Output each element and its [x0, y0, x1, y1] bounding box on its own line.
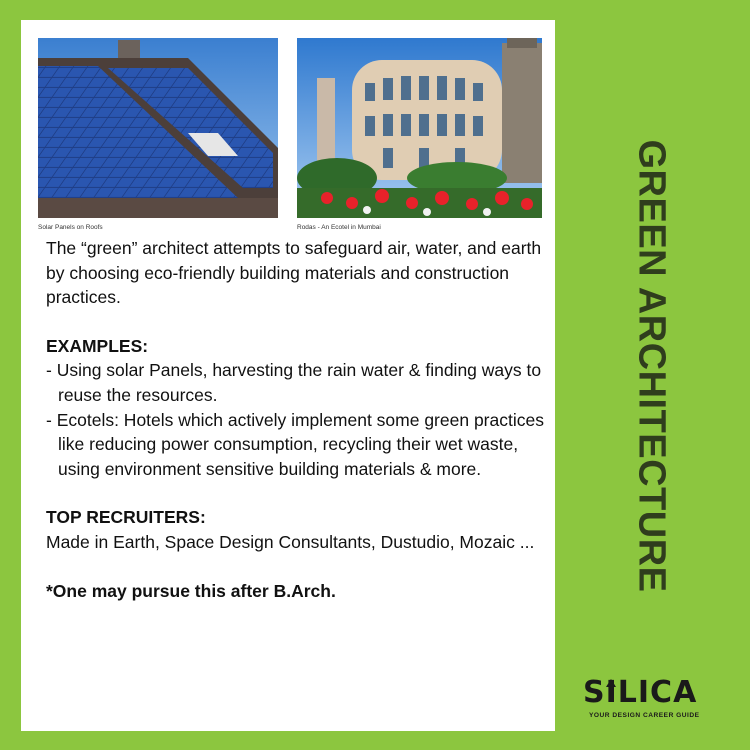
recruiters-list: Made in Earth, Space Design Consultants, Dustudio, Mozaic ...: [46, 531, 535, 552]
solar-panels-image: [38, 38, 278, 218]
recruiters-heading: TOP RECRUITERS:: [46, 507, 206, 528]
solar-panels-caption: Solar Panels on Roofs: [38, 224, 103, 231]
examples-heading: EXAMPLES:: [46, 335, 149, 356]
silica-logo: [583, 675, 709, 722]
page-title: GREEN ARCHITECTURE: [630, 139, 673, 593]
content-card: [21, 20, 555, 731]
logo-tagline: YOUR DESIGN CAREER GUIDE: [589, 712, 700, 719]
ecotel-caption: Rodas - An Ecotel in Mumbai: [297, 224, 381, 231]
solar-panels-photo: [38, 38, 278, 218]
logo-wordmark: SILICA: [583, 675, 698, 710]
example-item-ecotels: - Ecotels: Hotels which actively implement some green practices like reducing power consumption, recycling their wet waste, using environment sensitive building materials & more.: [46, 409, 544, 479]
example-item-solar: - Using solar Panels, harvesting the rain water & finding ways to reuse the resources.: [46, 360, 542, 405]
logo-triangle-icon: [606, 679, 616, 687]
intro-paragraph: The “green” architect attempts to safeguard air, water, and earth by choosing eco-friendly building materials and construction practices.: [46, 238, 542, 308]
ecotel-building-image: [297, 38, 542, 218]
ecotel-photo: [297, 38, 542, 218]
pursue-note: *One may pursue this after B.Arch.: [46, 580, 336, 601]
body-text: [46, 236, 546, 603]
